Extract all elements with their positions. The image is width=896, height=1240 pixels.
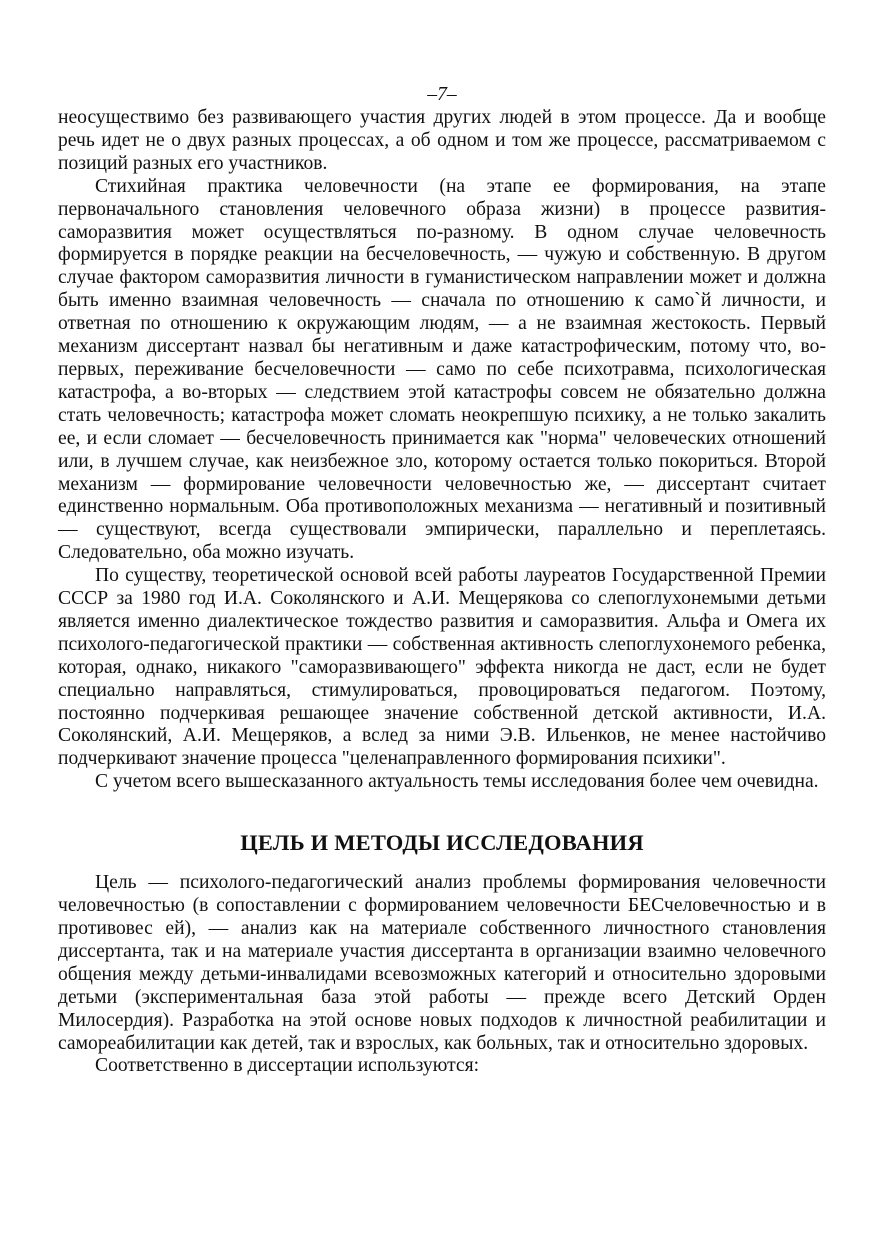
paragraph-relevance: С учетом всего вышесказанного актуальность темы исследования более чем очевидна.: [95, 771, 819, 793]
page-number: –7–: [427, 84, 457, 105]
body-text-after-heading: [58, 872, 826, 1078]
paragraph-continuation: неосуществимо без развивающего участия других людей в этом процессе. Да и вообще речь идет не о двух разных процессах, а об одном и том же процессе, рассматриваемом с позиций разных его участников.: [58, 107, 826, 174]
paragraph-theoretical-basis: По существу, теоретической основой всей работы лауреатов Государственной Премии СССР за 1980 год И.А. Соколянского и А.И. Мещерякова со слепоглухонемыми детьми является именно диалектическое тождество развития и саморазвития. Альфа и Омега их психолого-педагогической практики — собственная активность слепоглухонемого ребенка, которая, однако, никакого "саморазвивающего" эффекта никогда не даст, если не будет специально направляться, стимулироваться, провоцироваться педагогом. Поэтому, постоянно подчеркивая решающее значение собственной детской активности, И.А. Соколянский, А.И. Мещеряков, а вслед за ними Э.В. Ильенков, не менее настойчиво подчеркивают значение процесса "целенаправленного формирования психики".: [58, 565, 826, 770]
paragraph-spontaneous-practice: Стихийная практика человечности (на этапе ее формирования, на этапе первоначального становления человечного образа жизни) в процессе развития-саморазвития может осуществляться по-разному. В одном случае человечность формируется в порядке реакции на бесчеловечность, — чужую и собственную. В другом случае фактором саморазвития личности в гуманистическом направлении может и должна быть именно взаимная человечность — сначала по отношению к само`й личности, и ответная по отношению к окружающим людям, — а не взаимная жестокость. Первый механизм диссертант назвал бы негативным и даже катастрофическим, потому что, во-первых, переживание бесчеловечности — само по себе психотравма, психологическая катастрофа, а во-вторых — следствием этой катастрофы совсем не обязательно должна стать человечность; катастрофа может сломать неокрепшую психику, а не только закалить ее, и если сломает — бесчеловечность принимается как "норма" человеческих отношений или, в лучшем случае, как неизбежное зло, которому остается только покориться. Второй механизм — формирование человечности человечностью же, — диссертант считает единственно нормальным. Оба противоположных механизма — негативный и позитивный — существуют, всегда существовали эмпирически, параллельно и переплетаясь. Следовательно, оба можно изучать.: [58, 175, 826, 564]
document-page: [58, 84, 826, 1078]
paragraph-methods-intro: Соответственно в диссертации используются:: [95, 1055, 480, 1077]
section-heading: ЦЕЛЬ И МЕТОДЫ ИССЛЕДОВАНИЯ: [240, 830, 644, 856]
paragraph-goal: Цель — психолого-педагогический анализ проблемы формирования человечности человечностью (в сопоставлении с формированием человечности БЕСчеловечностью и в противовес ей), — анализ как на материале собственного личностного становления диссертанта, так и на материале участия диссертанта в организации взаимно человечного общения между детьми-инвалидами всевозможных категорий и относительно здоровыми детьми (экспериментальная база этой работы — прежде всего Детский Орден Милосердия). Разработка на этой основе новых подходов к личностной реабилитации и самореабилитации как детей, так и взрослых, как больных, так и относительно здоровых.: [58, 872, 826, 1054]
body-text-before-heading: [58, 107, 826, 794]
